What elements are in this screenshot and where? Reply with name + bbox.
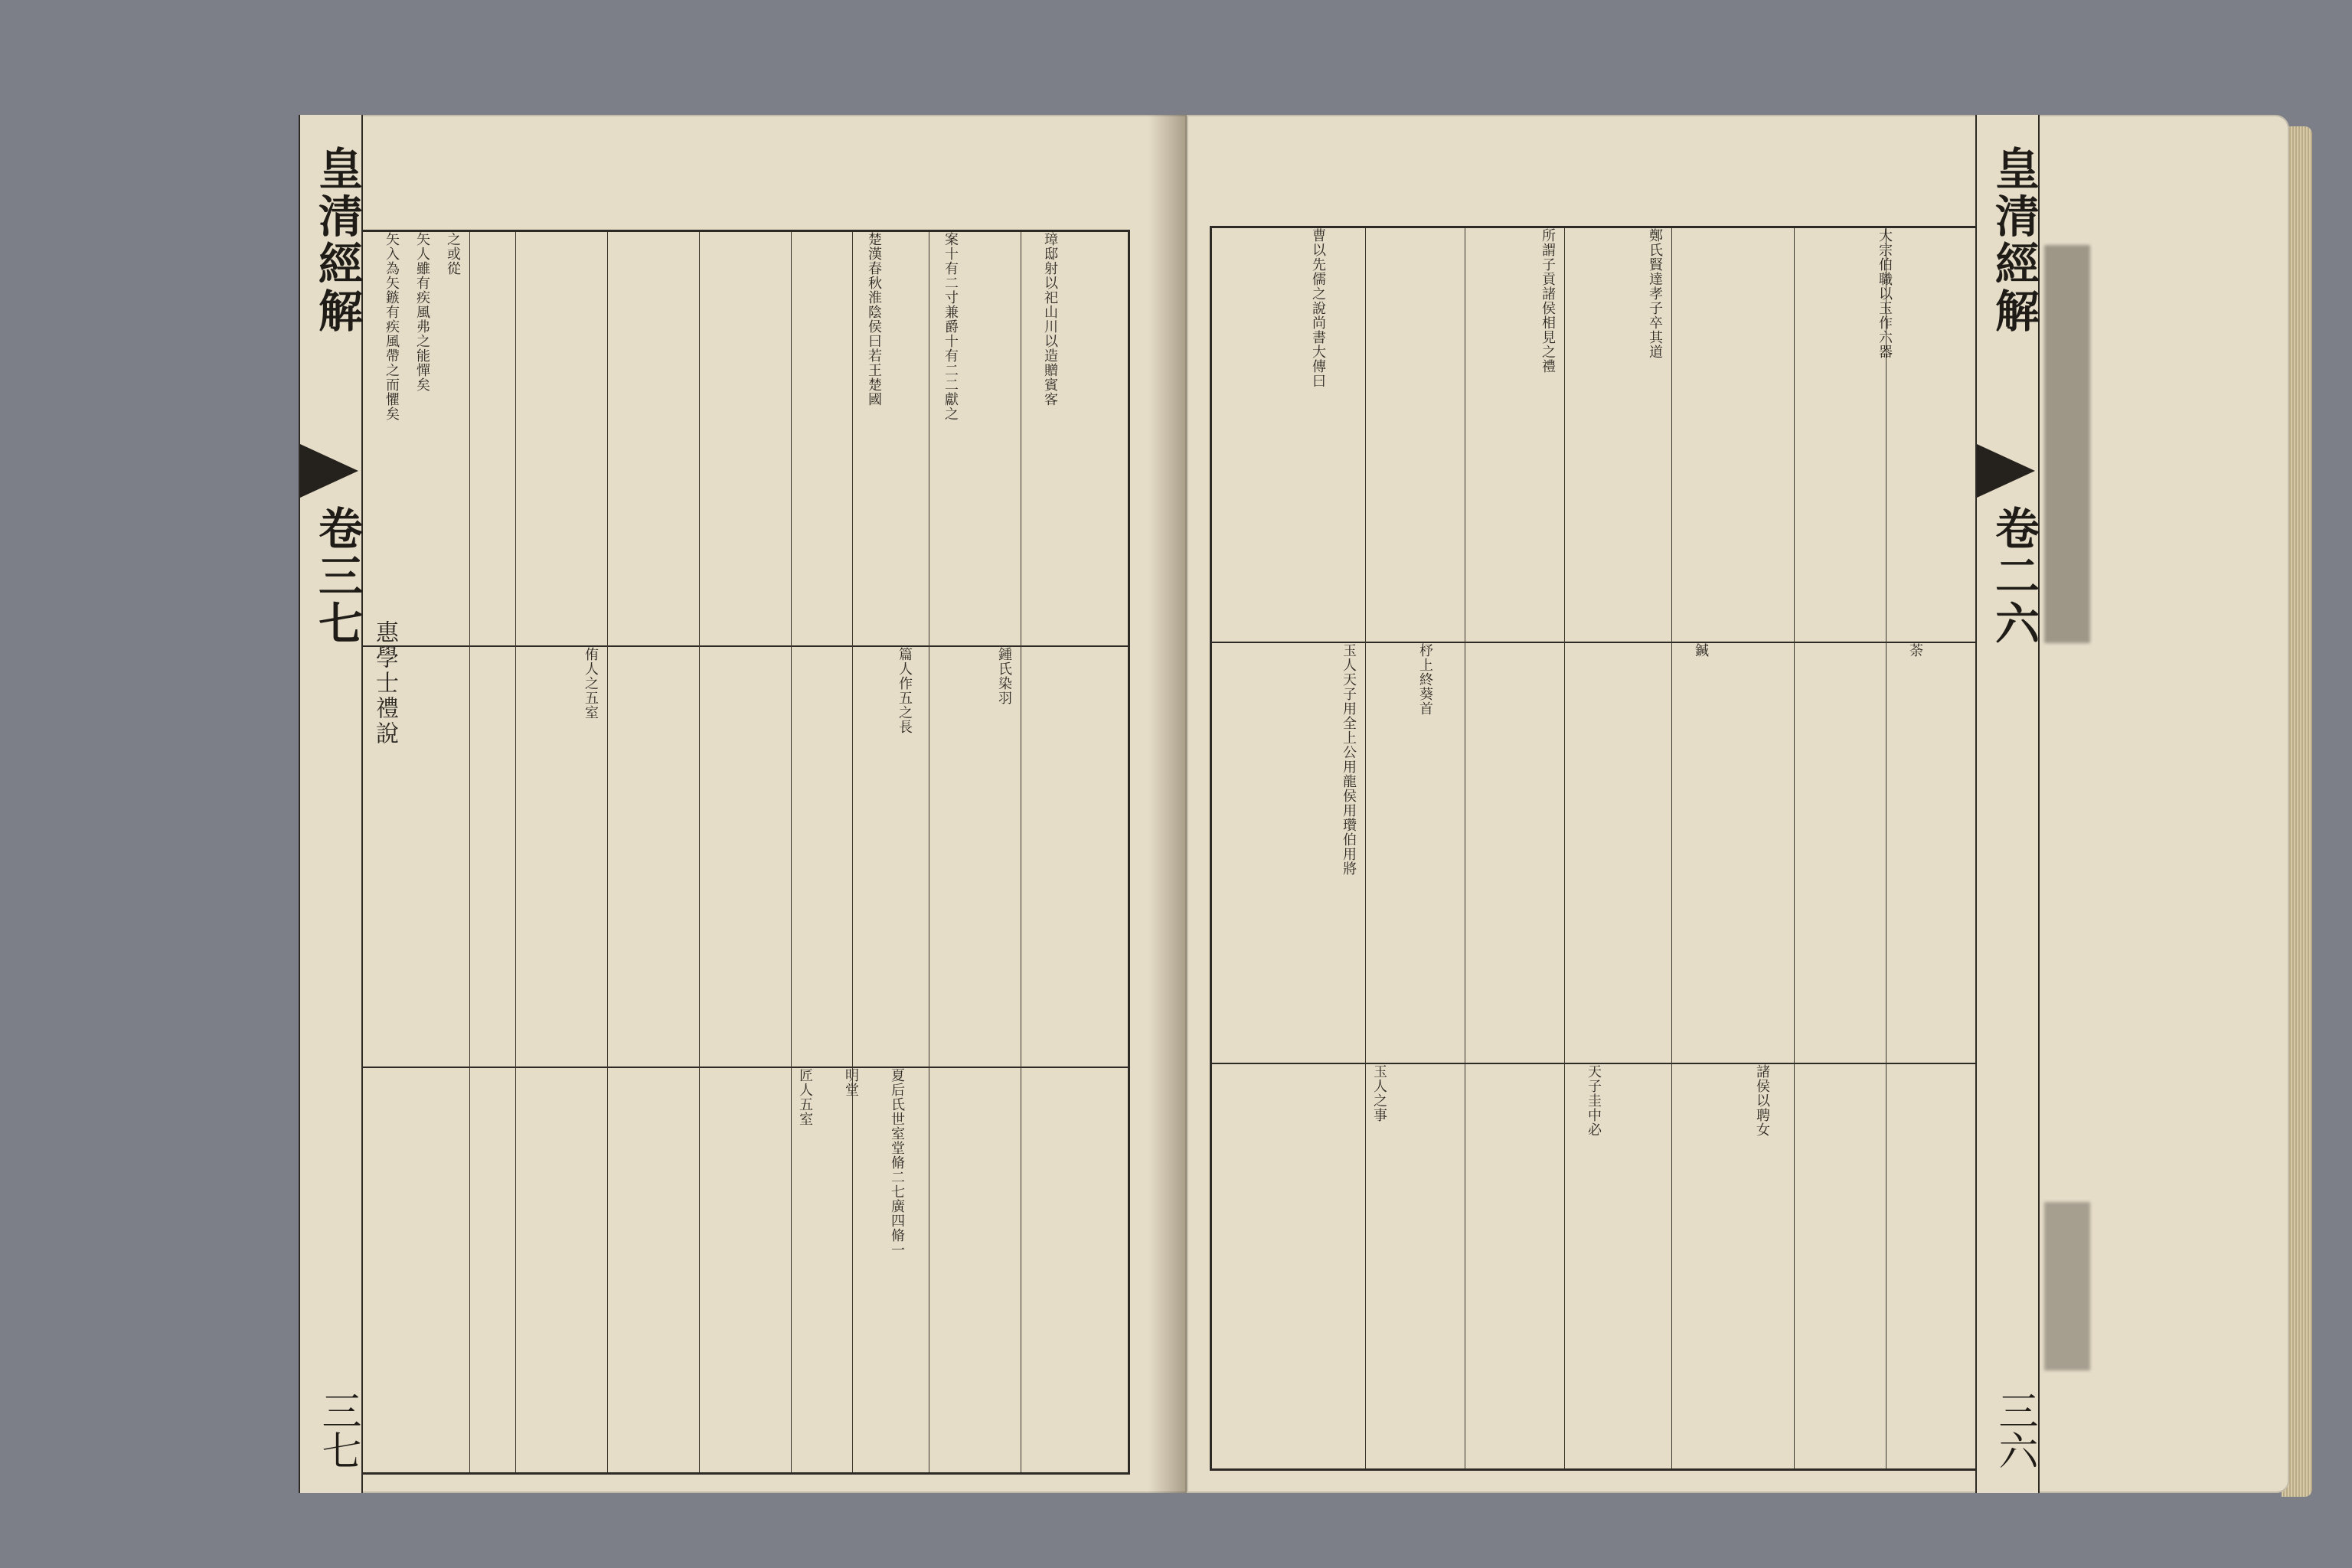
left-col: 明堂 [843,1068,859,1097]
left-spine-volume: 卷三七 [311,505,363,648]
right-band-bottom [1212,1063,1978,1470]
right-col: 諸侯以聘女 [1754,1064,1770,1137]
right-col: 玉人天子用全上公用龍侯用瓚伯用將 [1341,643,1357,876]
left-band-middle [362,645,1128,1060]
fold-mark-icon [300,444,358,498]
left-spine [299,115,363,1493]
left-col: 案十有二寸兼爵十有二二獻之 [942,232,959,421]
left-text-frame [360,230,1130,1475]
right-spine-title: 皇清經解 [1988,145,2040,335]
left-col: 夏后氏世室堂脩二七廣四脩一 [889,1068,905,1257]
right-col: 大宗伯職以玉作六器 [1877,228,1893,359]
left-col: 匠人五室 [797,1068,813,1126]
ink-smudge [2044,245,2090,643]
right-text-frame [1210,226,1980,1471]
right-col: 天子圭中必 [1586,1064,1602,1137]
left-col: 矢人雖有疾風弗之能憚矣 [414,232,430,392]
right-band-middle [1212,642,1978,1057]
ink-smudge [2044,1202,2090,1370]
left-col: 矢入為矢鏃有疾風帶之而懼矣 [384,232,400,421]
left-sidenote: 惠學士禮說 [371,620,398,746]
right-col: 鍼 [1693,643,1709,658]
right-col: 曹以先儒之說尚書大傳曰 [1310,228,1326,388]
right-page [1187,115,2289,1493]
right-folio: 三六 [1991,1390,2037,1470]
left-col: 楚漢春秋淮陰侯曰若王楚國 [866,232,882,407]
right-spine [1975,115,2040,1493]
right-col: 鄭氏賢達孝子卒其道 [1647,228,1663,359]
left-band-top [362,232,1128,630]
left-page [311,115,1187,1493]
left-col: 鍾氏染羽 [996,647,1012,705]
left-band-bottom [362,1067,1128,1474]
right-col: 玉人之事 [1371,1064,1387,1122]
fold-mark-icon [1977,444,2035,498]
left-col: 之或從 [445,232,461,276]
left-spine-title: 皇清經解 [311,145,363,335]
left-col: 璋邸射以祀山川以造贈賓客 [1042,232,1058,407]
left-folio: 三七 [315,1390,361,1470]
right-spine-volume: 卷二六 [1988,505,2040,648]
right-col: 所謂子貢諸侯相見之禮 [1540,228,1556,374]
right-col: 荼 [1907,643,1923,658]
right-col: 杼上終葵首 [1417,643,1433,716]
left-col: 篇人作五之長 [897,647,913,734]
right-band-top [1212,228,1978,626]
left-col: 侑人之五室 [583,647,599,720]
